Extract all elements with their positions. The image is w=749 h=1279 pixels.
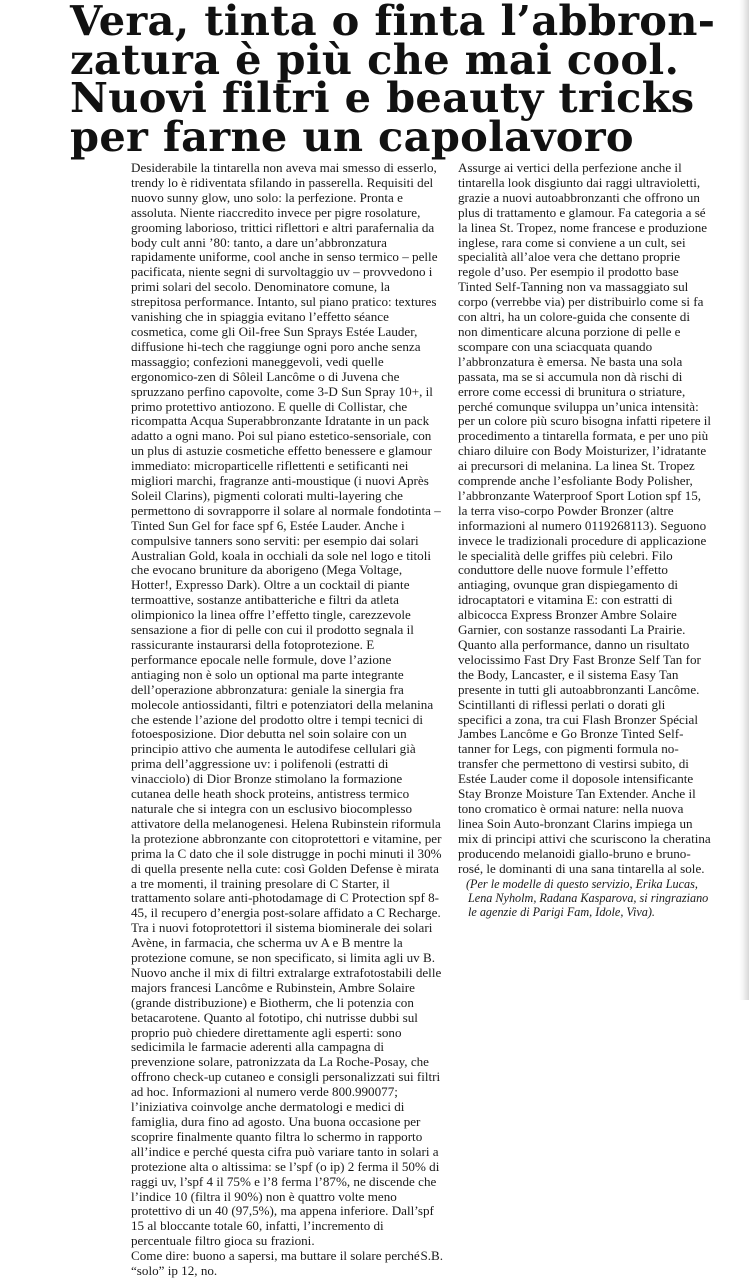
- author-signature: S.B.: [420, 1248, 443, 1264]
- headline-line-2: zatura è più che mai cool.: [70, 34, 680, 84]
- headline-line-3: Nuovi filtri e beauty tricks: [70, 73, 695, 122]
- left-column-body: Desiderabile la tintarella non aveva mai smesso di esserlo, trendy lo è ridiventata sfilando in passerella. Requisiti del nuovo sunny glow, uno solo: la perfezione. Pronta e assoluta. Niente riaccredito invece per pigre rosolature, grooming laborioso, trittici riflettori e altri parafernalia da body cult anni ’80: tanto, a dare un’abbronzatura rapidamente uniforme, cool anche in senso termico – pelle pacificata, niente segni di survoltaggio uv – provvedono i primi solari del secolo. Denominatore comune, la strepitosa performance. Intanto, sul piano pratico: textures vanishing che in spiaggia evitano l’effetto séance cosmetica, come gli Oil-free Sun Sprays Estée Lauder, diffusione hi-tech che raggiunge ogni poro anche senza massaggio; confezioni maneggevoli, vedi quelle ergonomico-zen di Sôleil Lancôme o di Juvena che spruzzano perfino capovolte, come 3-D Sun Spray 10+, il primo protettivo antiozono. E quelle di Collistar, che ricompatta Acqua Superabbronzante Idratante in un pack adatto a ogni mano. Poi sul piano estetico-sensoriale, con un plus di astuzie cosmetiche effetto benessere e glamour immediato: microparticelle riflettenti e setificanti nei migliori marchi, fragranze anti-moustique (i nuovi Après Soleil Clarins), pigmenti colorati multi-layering che permettono di sovrapporre il solare al normale fondotinta – Tinted Sun Gel for face spf 6, Estée Lauder. Anche i compulsive tanners sono serviti: per esempio dai solari Australian Gold, koala in occhiali da sole nel logo e titoli che evocano bruniture da aborigeno (Mega Voltage, Hotter!, Expresso Dark). Oltre a un cocktail di piante termoattive, sostanze antibatteriche e filtri da atleta olimpionico la linea offre l’effetto tingle, carezzevole sensazione a fior di pelle con cui il prodotto segnala il rassicurante instaurarsi della fotoprotezione. E performance epocale nelle formule, dove l’azione antiaging non è solo un optional ma parte integrante dell’operazione abbronzatura: geniale la sinergia fra molecole antiossidanti, filtri e potenziatori della melanina che estende l’azione del prodotto oltre i tempi tecnici di fotoesposizione. Dior debutta nel soin solaire con un principio attivo che aumenta le autodifese cellulari già prima dell’aggressione uv: i polifenoli (estratti di vinacciolo) di Dior Bronze stimolano la formazione cutanea delle heath shock proteins, antistress termico naturale che si integra con un esclusivo biocomplesso attivatore della melanogenesi. Helena Rubinstein riformula la protezione abbronzante con citoprotettori e vitamine, per prima la C dato che il sole distrugge in pochi minuti il 30% di quella presente nella cute: così Golden Defense è mirata a tre momenti, il training presolare di C Starter, il trattamento solare anti-photodamage di C Protection spf 8-45, il recupero d’energia post-solare affidato a C Recharge. Tra i nuovi fotoprotettori il sistema biominerale dei solari Avène, in farmacia, che scherma uv A e B mentre la protezione comune, se non specificato, si limita agli uv B. Nuovo anche il mix di filtri extralarge extrafotostabili delle majors francesi Lancôme e Rubinstein, Ambre Solaire (grande distribuzione) e Biotherm, che li potenzia con betacarotene. Quanto al fototipo, chi nutrisse dubbi sul proprio può chiedere direttamente agli esperti: sono sedicimila le farmacie aderenti alla campagna di prevenzione solare, patronizzata da La Roche-Posay, che offrono check-up cutaneo e consigli personalizzati sui filtri ad hoc. Informazioni al numero verde 800.990077; l’iniziativa coinvolge anche dermatologi e medici di famiglia, dura fino ad agosto. Una buona occasione per scoprire finalmente quanto filtra lo schermo in rapporto all’indice e perché questa cifra può variare tanto in solari a protezione alta o altissima: se l’spf (o ip) 2 ferma il 50% di raggi uv, l’spf 4 il 75% e l’8 ferma l’87%, ne discende che l’indice 10 (filtra il 90%) non è quattro volte meno protettivo di un 40 (97,5%), ma appena inferiore. Dall’spf 15 al bloccante totale 60, infatti, l’incremento di percentuale filtro gioca su frazioni.: [131, 160, 442, 1249]
- article-headline: [70, 0, 720, 161]
- page-edge-shadow: [739, 0, 749, 1000]
- left-column: [131, 161, 443, 1279]
- headline-line-4: per farne un capolavoro: [70, 111, 634, 161]
- left-column-closing: [131, 1249, 443, 1279]
- closing-line: Come dire: buono a sapersi, ma buttare il solare perché “solo” ip 12, no.: [131, 1248, 420, 1279]
- headline-line-1: Vera, tinta o finta l’abbron-: [70, 0, 716, 45]
- right-column: [458, 161, 712, 919]
- right-column-body: Assurge ai vertici della perfezione anche il tintarella look disgiunto dai raggi ultravioletti, grazie a nuovi autoabbronzanti che offrono un plus di trattamento e glamour. Fa categoria a sé la linea St. Tropez, nome francese e produzione inglese, rara come si conviene a un cult, sei specialità all’aloe vera che dettano proprie regole d’uso. Per esempio il prodotto base Tinted Self-Tanning non va massaggiato sul corpo (verrebbe via) per distribuirlo come si fa con altri, ha un colore-guida che consente di non dimenticare alcuna porzione di pelle e scompare con una sciacquata quando l’abbronzatura è emersa. Ne basta una sola passata, ma se si accumula non dà rischi di errore come eccessi di brunitura o striature, perché comunque sviluppa un’unica intensità: per un colore più scuro bisogna infatti ripetere il procedimento a tintarella formata, e per uno più chiaro diluire con Body Moisturizer, l’idratante ai precursori di melanina. La linea St. Tropez comprende anche l’esfoliante Body Polisher, l’abbronzante Waterproof Sport Lotion spf 15, la terra viso-corpo Powder Bronzer (altre informazioni al numero 0119268113). Seguono invece le tradizionali procedure di applicazione le specialità delle griffes più celebri. Filo conduttore delle nuove formule l’effetto antiaging, ovunque gran dispiegamento di idrocaptatori e vitamina E: con estratti di albicocca Express Bronzer Ambre Solaire Garnier, con sostanze rassodanti La Prairie. Quanto alla performance, danno un risultato velocissimo Fast Dry Fast Bronze Self Tan for the Body, Lancaster, e il sistema Easy Tan presente in tutti gli autoabbronzanti Lancôme. Scintillanti di riflessi perlati o dorati gli specifici a zona, tra cui Flash Bronzer Spécial Jambes Lancôme e Go Bronze Tinted Self-tanner for Legs, con pigmenti formula no-transfer che permettono di vestirsi subito, di Estée Lauder come il doposole intensificante Stay Bronze Moisture Tan Extender. Anche il tono cromatico è ormai nature: nella nuova linea Soin Auto-bronzant Clarins impiega un mix di principi attivi che scuriscono la cheratina producendo melanoidi giallo-bruno e bruno-rosé, le dominanti di una sana tintarella al sole.: [458, 160, 712, 876]
- model-credits: (Per le modelle di questo servizio, Erika Lucas, Lena Nyholm, Radana Kasparova, si ringraziano le agenzie di Parigi Fam, Idole, Viva).: [466, 876, 709, 919]
